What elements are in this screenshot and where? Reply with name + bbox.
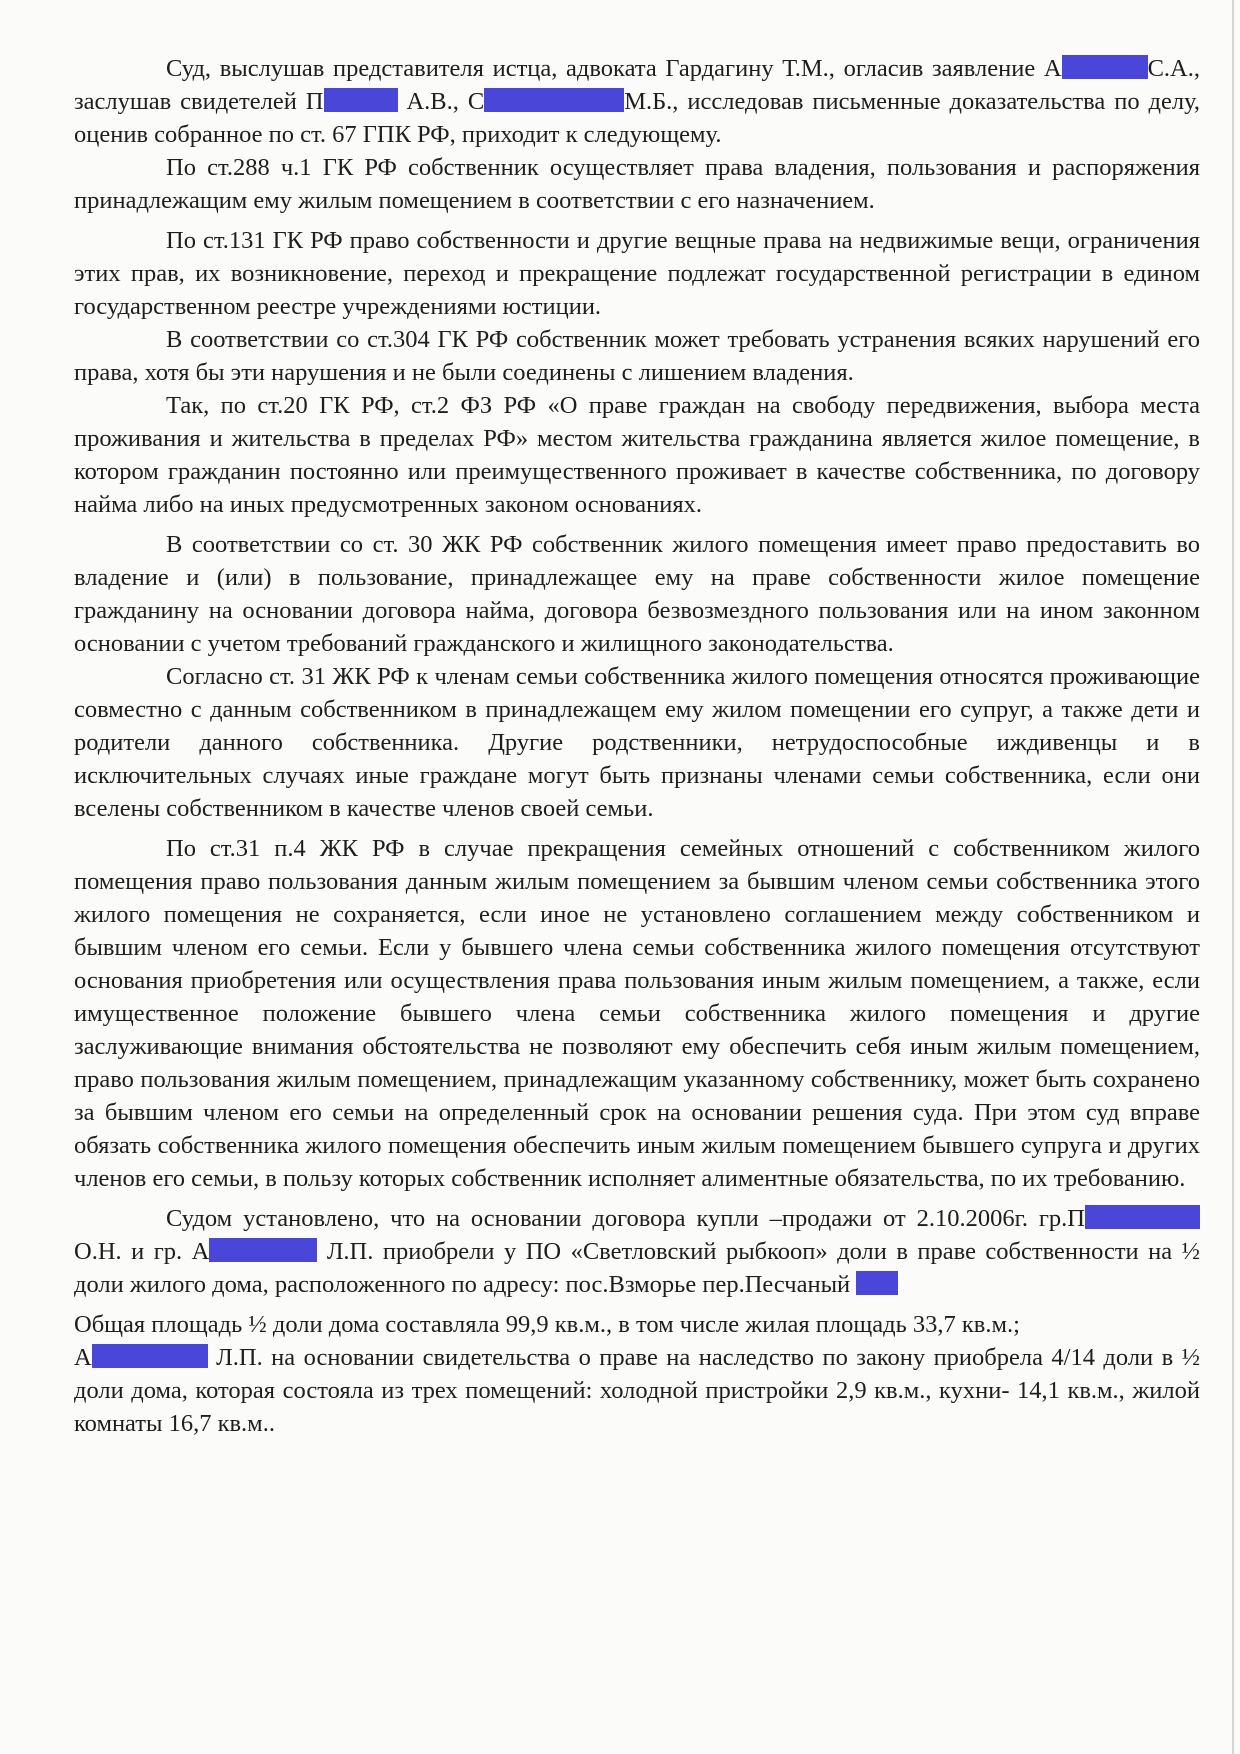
paragraph-art-30: В соответствии со ст. 30 ЖК РФ собственник жилого помещения имеет право предоставить во владение и (или) в пользование, принадлежащее ему на праве собственности жилое помещение гражданину на основании договора найма, договора безвозмездного пользования или на ином законном основании с учетом требований гражданского и жилищного законодательства. [74, 531, 1200, 657]
paragraph-court-established [74, 1202, 1200, 1301]
text-segment: М.Б., исследовав письменные доказательства по делу, оценив собранное по ст. 67 ГПК РФ, приходит к следующему. [74, 88, 1201, 148]
redaction-block [1062, 55, 1148, 79]
paragraph-total-area: Общая площадь ½ доли дома составляла 99,9 кв.м., в том числе жилая площадь 33,7 кв.м.; [74, 1311, 1020, 1338]
text-segment: А.В., С [406, 88, 485, 115]
text-segment: Л.П. приобрели у ПО «Светловский рыбкооп» доли в праве собственности на ½ доли жилого дома, расположенного по адресу: пос.Взморье пер.Песчаный [74, 1238, 1200, 1298]
redaction-block [324, 88, 398, 112]
redaction-block [92, 1344, 208, 1368]
text-segment: Суд, выслушав представителя истца, адвоката Гардагину Т.М., огласив заявление А [166, 55, 1062, 82]
paragraph-art-304: В соответствии со ст.304 ГК РФ собственник может требовать устранения всяких нарушений его права, хотя бы эти нарушения и не были соединены с лишением владения. [74, 326, 1200, 386]
redaction-block [209, 1238, 317, 1262]
redaction-block [1085, 1205, 1200, 1229]
paragraph-art-20: Так, по ст.20 ГК РФ, ст.2 ФЗ РФ «О праве граждан на свободу передвижения, выбора места проживания и жительства в пределах РФ» местом жительства гражданина является жилое помещение, в котором гражданин постоянно или преимущественного проживает в качестве собственника, по договору найма либо на иных предусмотренных законом основаниях. [74, 392, 1200, 518]
redaction-block [484, 88, 624, 112]
redaction-block [856, 1271, 898, 1295]
paragraph-court-hearing [74, 52, 1200, 151]
text-segment: С.А., заслушав свидетелей П [74, 55, 1200, 115]
text-segment: Л.П. на основании свидетельства о праве на наследство по закону приобрела 4/14 доли в ½ доли дома, которая состояла из трех помещений: холодной пристройки 2,9 кв.м., кухни- 14,1 кв.м., жилой комнаты 16,7 кв.м.. [74, 1344, 1200, 1437]
text-segment: Судом установлено, что на основании договора купли –продажи от 2.10.2006г. гр.П [166, 1205, 1085, 1232]
paragraph-art-131: По ст.131 ГК РФ право собственности и другие вещные права на недвижимые вещи, ограничения этих прав, их возникновение, переход и прекращение подлежат государственной регистрации в едином государственном реестре учреждениями юстиции. [74, 227, 1200, 320]
paragraph-art-31: Согласно ст. 31 ЖК РФ к членам семьи собственника жилого помещения относятся проживающие совместно с данным собственником в принадлежащем ему жилом помещении его супруг, а также дети и родители данного собственника. Другие родственники, нетрудоспособные иждивенцы и в исключительных случаях иные граждане могут быть признаны членами семьи собственника, если они вселены собственником в качестве членов своей семьи. [74, 663, 1200, 822]
paragraph-art-288: По ст.288 ч.1 ГК РФ собственник осуществляет права владения, пользования и распоряжения принадлежащим ему жилым помещением в соответствии с его назначением. [74, 154, 1200, 214]
paragraph-art-31-p4: По ст.31 п.4 ЖК РФ в случае прекращения семейных отношений с собственником жилого помещения право пользования данным жилым помещением за бывшим членом семьи собственника этого жилого помещения не сохраняется, если иное не установлено соглашением между собственником и бывшим членом его семьи. Если у бывшего члена семьи собственника жилого помещения отсутствуют основания приобретения или осуществления права пользования иным жилым помещением, а также, если имущественное положение бывшего члена семьи собственника жилого помещения и другие заслуживающие внимания обстоятельства не позволяют ему обеспечить себя иным жилым помещением, право пользования жилым помещением, принадлежащим указанному собственнику, может быть сохранено за бывшим членом его семьи на определенный срок на основании решения суда. При этом суд вправе обязать собственника жилого помещения обеспечить иным жилым помещением бывшего супруга и других членов его семьи, в пользу которых собственник исполняет алиментные обязательства, по их требованию. [74, 835, 1200, 1192]
text-segment: О.Н. и гр. А [74, 1238, 210, 1265]
text-segment: А [74, 1344, 92, 1371]
paragraph-inheritance [74, 1341, 1200, 1440]
